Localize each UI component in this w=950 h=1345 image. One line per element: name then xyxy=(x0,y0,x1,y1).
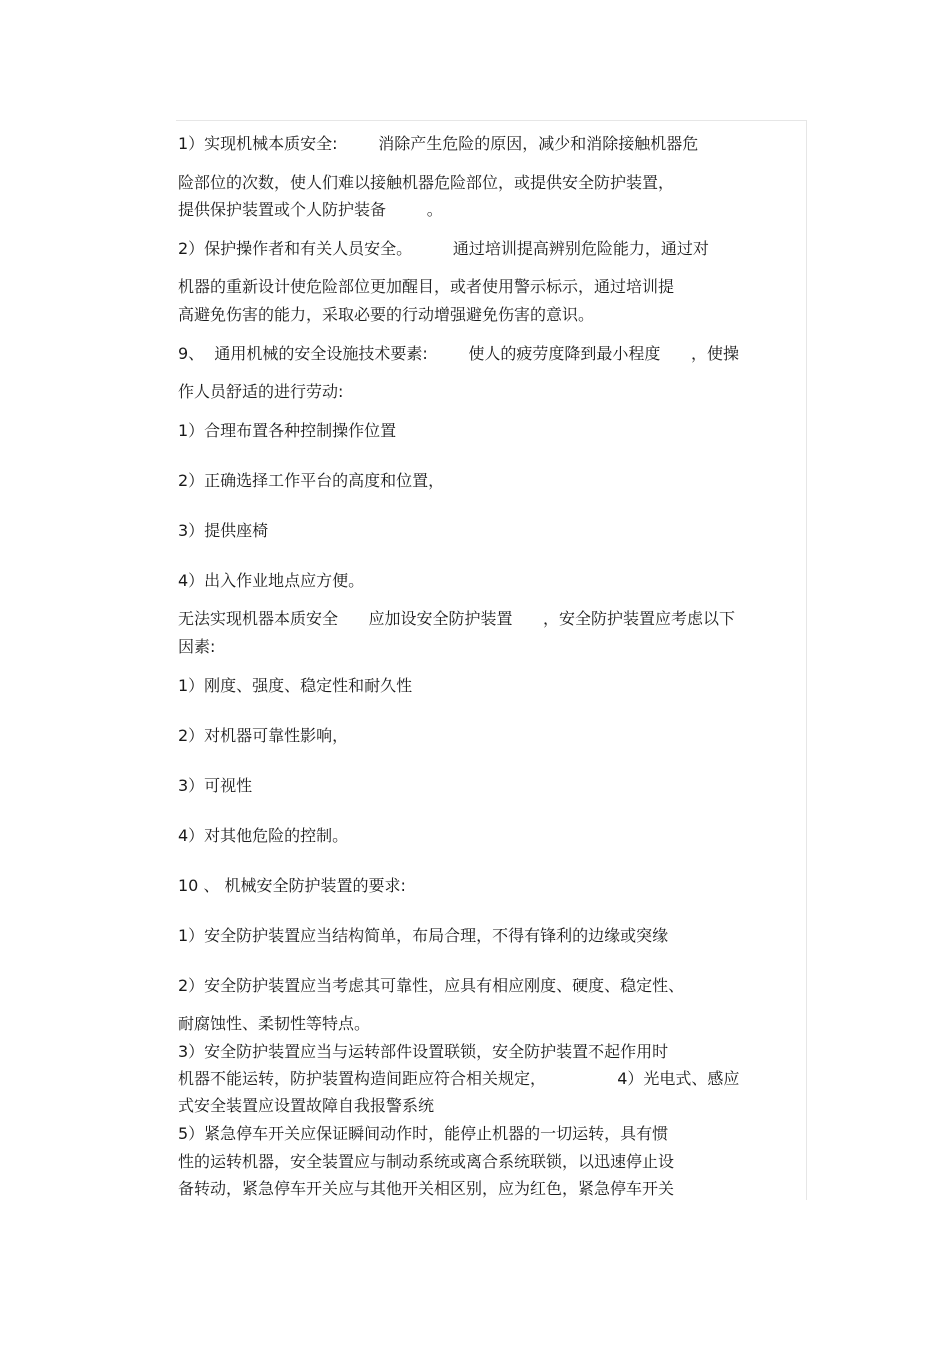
text-line-3: 提供保护装置或个人防护装备 。 xyxy=(178,200,443,219)
text-line-14: 因素: xyxy=(178,637,216,656)
text-line-24: 机器不能运转，防护装置构造间距应符合相关规定， 4）光电式、感应 xyxy=(178,1069,740,1088)
text-line-11: 3）提供座椅 xyxy=(178,521,269,540)
text-line-1: 1）实现机械本质安全: 消除产生危险的原因，减少和消除接触机器危 xyxy=(178,134,699,153)
text-line-18: 4）对其他危险的控制。 xyxy=(178,826,349,845)
text-line-7: 9、 通用机械的安全设施技术要素: 使人的疲劳度降到最小程度 ，使操 xyxy=(178,344,739,363)
page-border-right xyxy=(806,120,807,1200)
text-line-26: 5）紧急停车开关应保证瞬间动作时，能停止机器的一切运转，具有惯 xyxy=(178,1124,669,1143)
text-line-16: 2）对机器可靠性影响， xyxy=(178,726,349,745)
text-line-4: 2）保护操作者和有关人员安全。 通过培训提高辨别危险能力，通过对 xyxy=(178,239,709,258)
text-line-21: 2）安全防护装置应当考虑其可靠性，应具有相应刚度、硬度、稳定性、 xyxy=(178,976,685,995)
text-line-12: 4）出入作业地点应方便。 xyxy=(178,571,365,590)
text-line-15: 1）刚度、强度、稳定性和耐久性 xyxy=(178,676,413,695)
text-line-19: 10 、 机械安全防护装置的要求: xyxy=(178,876,406,895)
text-line-22: 耐腐蚀性、柔韧性等特点。 xyxy=(178,1014,371,1033)
page-border-top xyxy=(176,120,807,121)
text-line-10: 2）正确选择工作平台的高度和位置， xyxy=(178,471,445,490)
text-line-28: 备转动，紧急停车开关应与其他开关相区别，应为红色，紧急停车开关 xyxy=(178,1179,675,1198)
text-line-25: 式安全装置应设置故障自我报警系统 xyxy=(178,1096,435,1115)
text-line-20: 1）安全防护装置应当结构简单，布局合理，不得有锋利的边缘或突缘 xyxy=(178,926,669,945)
text-line-5: 机器的重新设计使危险部位更加醒目，或者使用警示标示，通过培训提 xyxy=(178,277,675,296)
text-line-13: 无法实现机器本质安全 应加设安全防护装置 ，安全防护装置应考虑以下 xyxy=(178,609,736,628)
text-line-23: 3）安全防护装置应当与运转部件设置联锁，安全防护装置不起作用时 xyxy=(178,1042,669,1061)
text-line-27: 性的运转机器，安全装置应与制动系统或离合系统联锁，以迅速停止设 xyxy=(178,1152,675,1171)
text-line-2: 险部位的次数，使人们难以接触机器危险部位，或提供安全防护装置， xyxy=(178,173,675,192)
text-line-9: 1）合理布置各种控制操作位置 xyxy=(178,421,397,440)
text-line-17: 3）可视性 xyxy=(178,776,253,795)
text-line-6: 高避免伤害的能力，采取必要的行动增强避免伤害的意识。 xyxy=(178,305,595,324)
text-line-8: 作人员舒适的进行劳动: xyxy=(178,382,344,401)
